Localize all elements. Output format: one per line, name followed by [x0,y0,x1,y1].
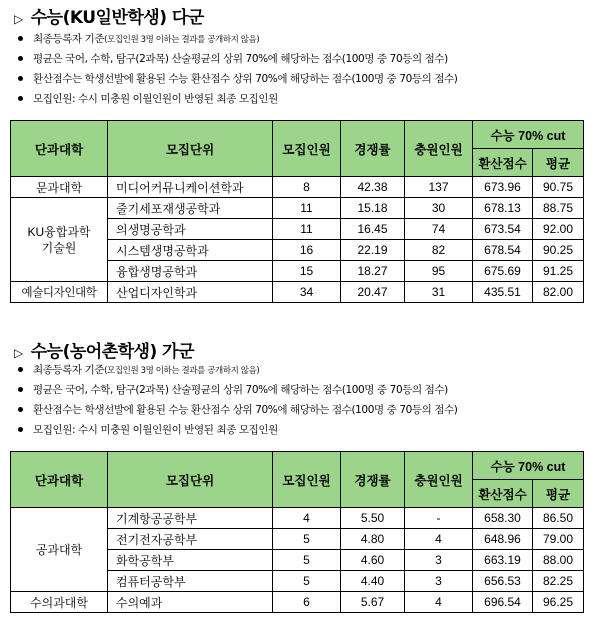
bullet-icon [18,96,23,101]
college-cell: 문과대학 [11,177,108,198]
header-college: 단과대학 [11,452,108,508]
table-row: 수의과대학 수의예과 6 5.67 4 696.54 96.25 [11,592,584,613]
header-unit: 모집단위 [108,452,273,508]
table-row: 융합생명공학과 15 18.27 95 675.69 91.25 [11,261,584,282]
header-quota: 모집인원 [273,452,341,508]
section2-title: ▷ 수능(농어촌학생) 가군 [14,342,194,362]
table-row: 의생명공학과 11 16.45 74 673.54 92.00 [11,219,584,240]
table-row: 화학공학부 5 4.60 3 663.19 88.00 [11,550,584,571]
college-cell: 공과대학 [11,508,108,592]
note-item: 평균은 국어, 수학, 탐구(2과목) 산술평균의 상위 70%에 해당하는 점수(100명 중 70등의 점수) [14,49,458,69]
note-item: 최종등록자 기준(모집인원 3명 이하는 결과를 공개하지 않음) [14,29,458,49]
note-item: 모집인원: 수시 미충원 이월인원이 반영된 최종 모집인원 [14,89,458,109]
bullet-icon [18,427,23,432]
bullet-icon [18,367,23,372]
section1-title: ▷ 수능(KU일반학생) 다군 [14,8,204,28]
college-cell: 수의과대학 [11,592,108,613]
note-item: 모집인원: 수시 미충원 이월인원이 반영된 최종 모집인원 [14,420,458,440]
header-competition: 경쟁률 [341,452,405,508]
section2-notes [14,360,458,440]
table-row: KU융합과학기술원 줄기세포재생공학과 11 15.18 30 678.13 88.75 [11,198,584,219]
header-cut-group: 수능 70% cut [473,121,584,149]
bullet-icon [18,36,23,41]
header-avg: 평균 [533,480,584,508]
header-filled: 충원인원 [405,452,473,508]
table-row: 컴퓨터공학부 5 4.40 3 656.53 82.25 [11,571,584,592]
table-row: 문과대학 미디어커뮤니케이션학과 8 42.38 137 673.96 90.75 [11,177,584,198]
table-row: 시스템생명공학과 16 22.19 82 678.54 90.25 [11,240,584,261]
note-item: 평균은 국어, 수학, 탐구(2과목) 산술평균의 상위 70%에 해당하는 점수(100명 중 70등의 점수) [14,380,458,400]
section1-notes [14,29,458,109]
table-row: 공과대학 기계항공공학부 4 5.50 - 658.30 86.50 [11,508,584,529]
triangle-right-icon: ▷ [14,12,23,26]
college-cell: 예술디자인대학 [11,282,108,303]
header-cut-group: 수능 70% cut [473,452,584,480]
note-item: 환산점수는 학생선발에 활용된 수능 환산점수 상위 70%에 해당하는 점수(100명 중 70등의 점수) [14,400,458,420]
college-cell: KU융합과학기술원 [11,198,108,282]
bullet-icon [18,407,23,412]
header-college: 단과대학 [11,121,108,177]
header-unit: 모집단위 [108,121,273,177]
header-quota: 모집인원 [273,121,341,177]
header-score: 환산점수 [473,149,533,177]
header-filled: 충원인원 [405,121,473,177]
table-row: 전기전자공학부 5 4.80 4 648.96 79.00 [11,529,584,550]
note-item: 최종등록자 기준(모집인원 3명 이하는 결과를 공개하지 않음) [14,360,458,380]
note-item: 환산점수는 학생선발에 활용된 수능 환산점수 상위 70%에 해당하는 점수(100명 중 70등의 점수) [14,69,458,89]
header-score: 환산점수 [473,480,533,508]
bullet-icon [18,56,23,61]
table-row: 예술디자인대학 산업디자인학과 34 20.47 31 435.51 82.00 [11,282,584,303]
bullet-icon [18,387,23,392]
results-table-1 [10,120,584,303]
triangle-right-icon: ▷ [14,346,23,360]
header-competition: 경쟁률 [341,121,405,177]
header-avg: 평균 [533,149,584,177]
bullet-icon [18,76,23,81]
results-table-2 [10,451,584,613]
